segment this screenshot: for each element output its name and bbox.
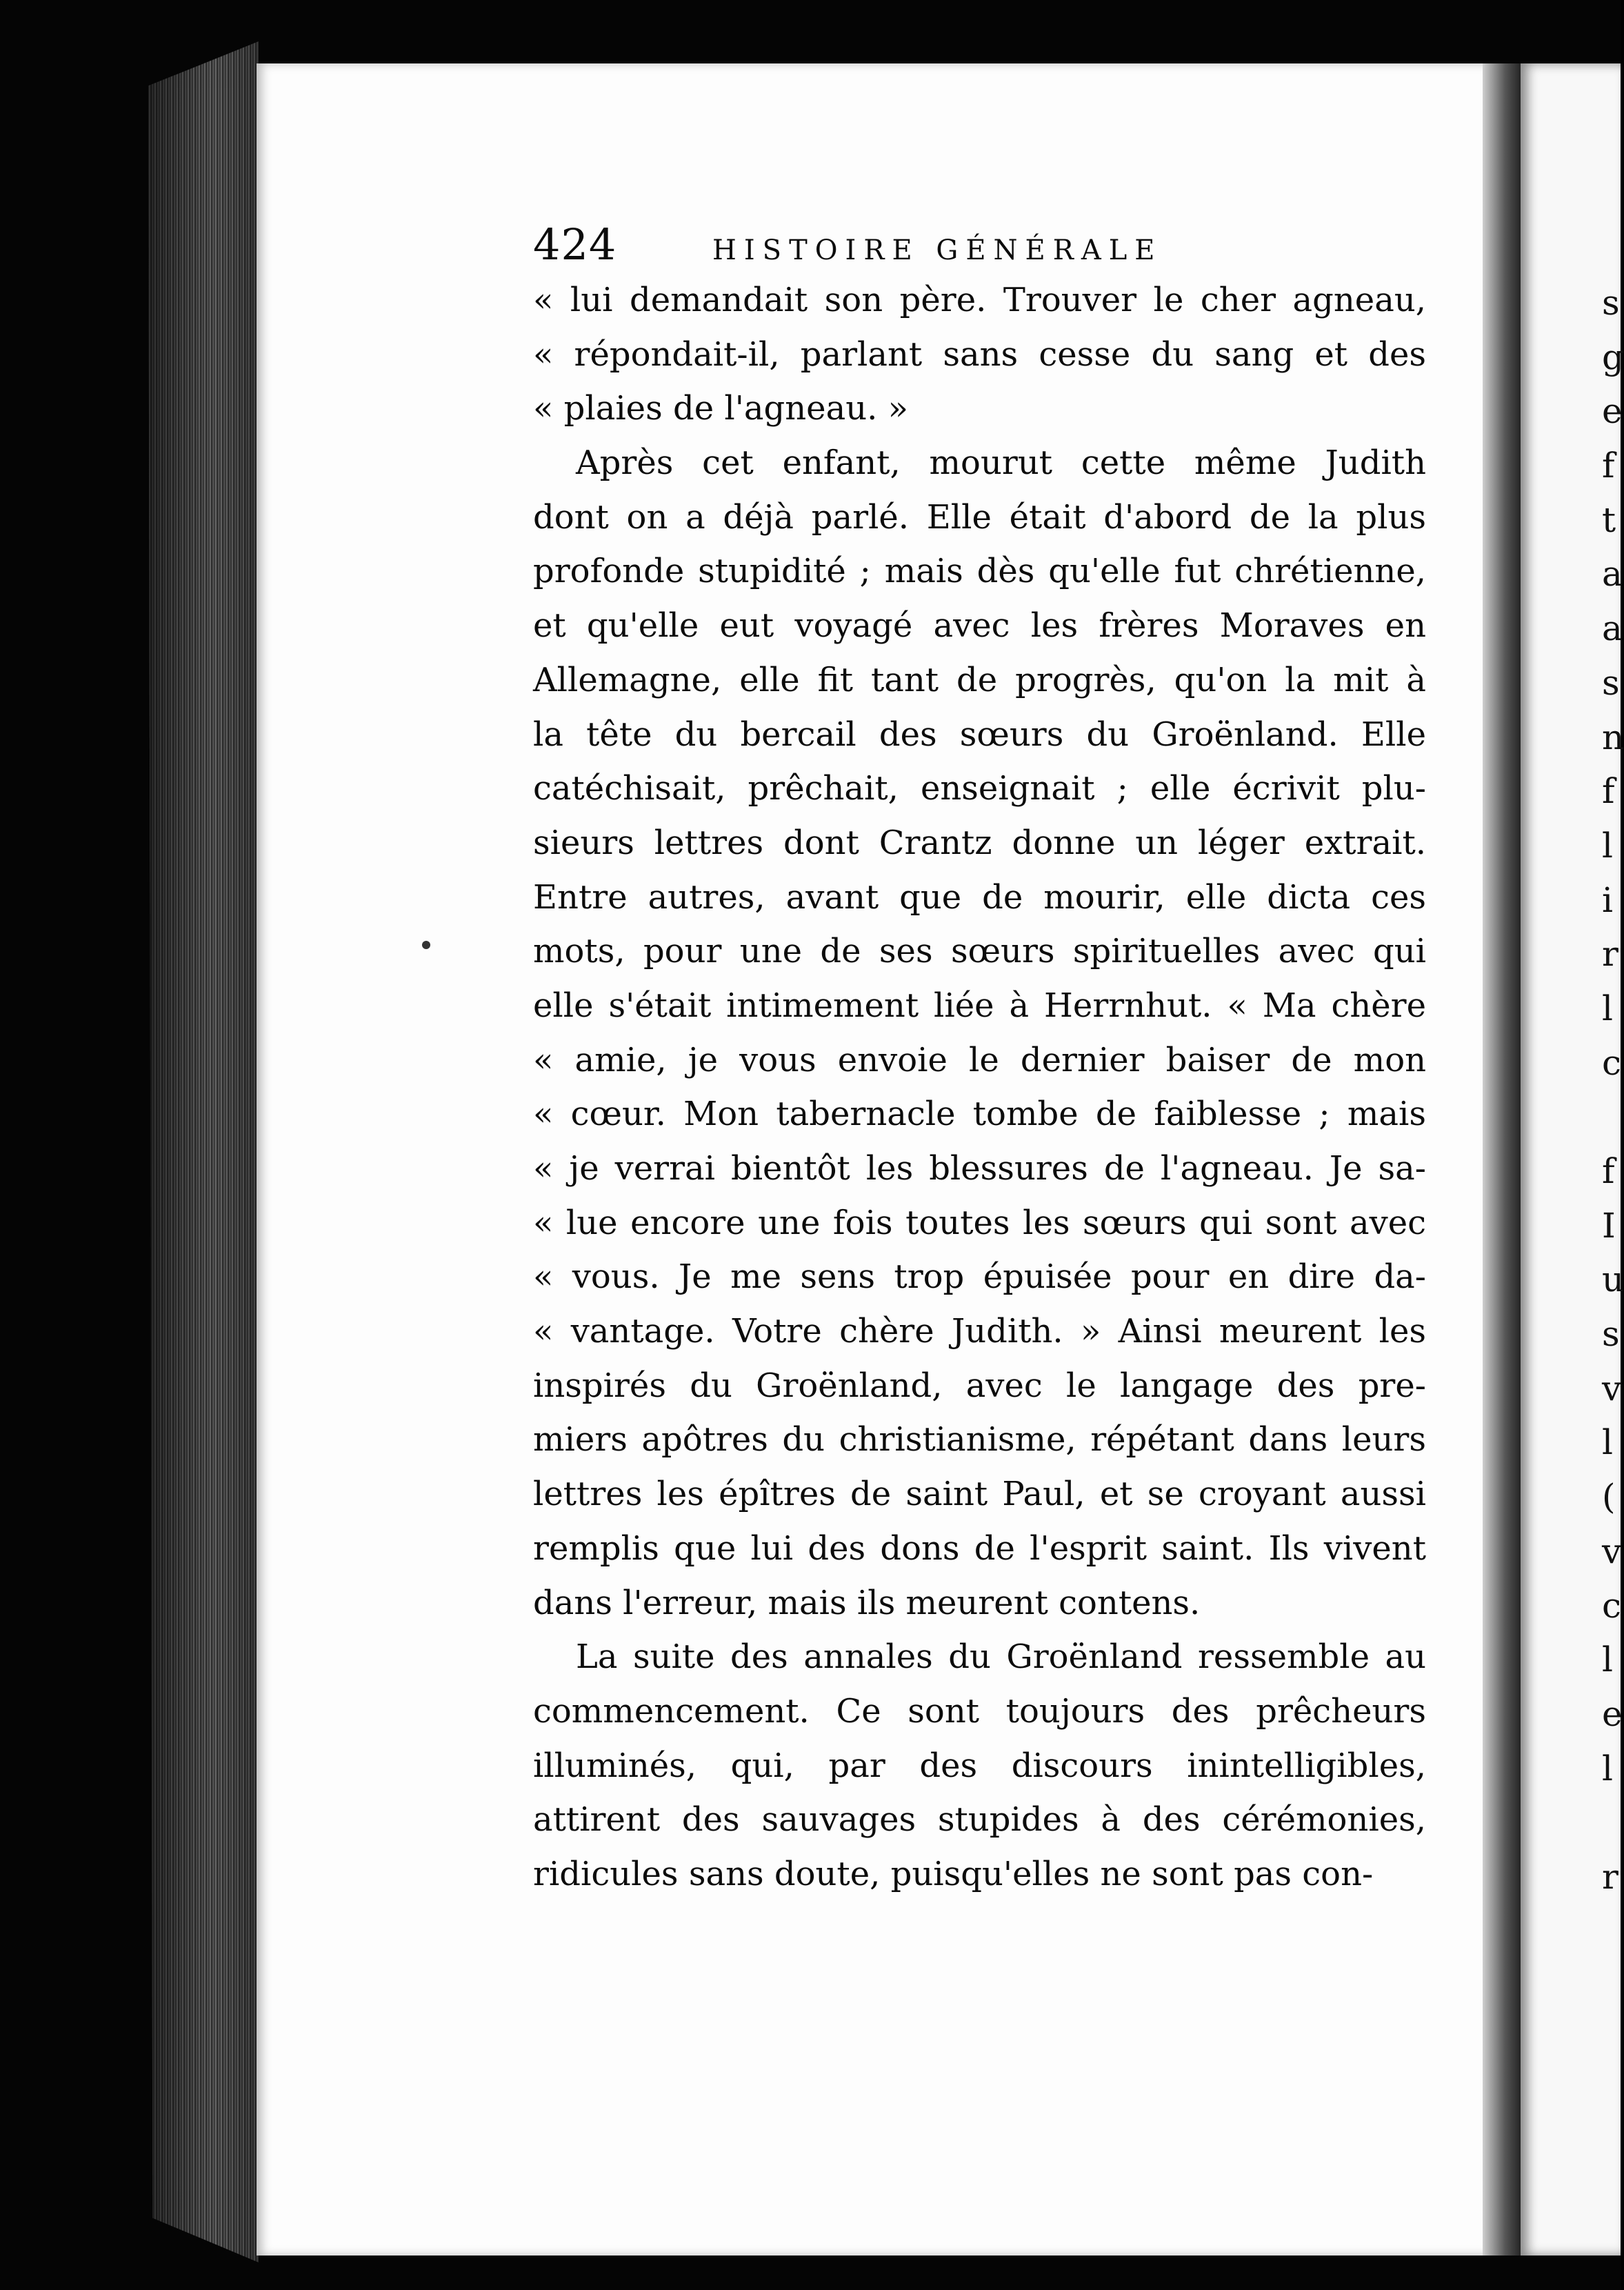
right-page-fragment: u [1602,1260,1624,1300]
right-page-fragment: s [1602,662,1620,703]
text-line: « plaies de l'agneau. » [533,389,908,428]
right-page-fragment: l [1602,1422,1613,1463]
right-page-fragment: c [1602,1042,1622,1083]
text-line: remplis que lui des dons de l'esprit saint. Ils vivent [533,1529,1426,1568]
text-line: lettres les épîtres de saint Paul, et se croyant aussi [533,1475,1426,1514]
text-line: inspirés du Groënland, avec le langage des pre- [533,1366,1426,1405]
text-line: Après cet enfant, mourut cette même Judith [576,444,1426,483]
running-title: HISTOIRE GÉNÉRALE [712,235,1163,266]
running-header [533,219,1426,269]
right-page-fragment: f [1602,771,1615,812]
right-page-fragments [1602,276,1624,1904]
right-page-edge [1521,63,1624,2256]
text-line: la tête du bercail des sœurs du Groënland. Elle [533,715,1426,754]
text-line: « vous. Je me sens trop épuisée pour en dire da- [533,1257,1426,1297]
right-page-fragment: l [1602,988,1613,1028]
text-line: mots, pour une de ses sœurs spirituelles avec qui [533,932,1426,971]
text-block [533,219,1426,1902]
text-line: miers apôtres du christianisme, répétant dans leurs [533,1420,1426,1460]
page-number: 424 [533,219,617,270]
text-line: « cœur. Mon tabernacle tombe de faiblesse ; mais [533,1095,1426,1134]
page-edges-shadow [148,41,259,2262]
text-line: ridicules sans doute, puisqu'elles ne sont pas con- [533,1854,1374,1893]
right-page-fragment: l [1602,825,1613,866]
text-line: attirent des sauvages stupides à des cérémonies, [533,1800,1426,1840]
right-page-fragment: e [1602,391,1623,432]
right-page-fragment: t [1602,499,1616,540]
right-page-fragment: f [1602,1151,1615,1191]
right-page-fragment: I [1602,1205,1616,1246]
text-line: « lue encore une fois toutes les sœurs qui sont avec [533,1203,1426,1242]
right-page-fragment: v [1602,1368,1622,1408]
text-line: « je verrai bientôt les blessures de l'agneau. Je sa- [533,1149,1426,1188]
text-line: Allemagne, elle fit tant de progrès, qu'on la mit à [533,660,1426,699]
text-line: « lui demandait son père. Trouver le cher agneau, [533,281,1426,319]
text-line: dans l'erreur, mais ils meurent contens. [533,1583,1201,1622]
right-page-fragment: ( [1602,1477,1616,1517]
right-page-fragment [1602,1090,1624,1144]
right-page-fragment: n [1602,717,1624,757]
text-line: catéchisait, prêchait, enseignait ; elle écrivit plu- [533,769,1426,808]
text-line: commencement. Ce sont toujours des prêcheurs [533,1691,1426,1731]
body-text [533,273,1426,1902]
right-page-fragment: i [1602,879,1613,920]
stray-ink-dot [422,941,430,949]
book-gutter [1483,63,1524,2256]
text-line: « amie, je vous envoie le dernier baiser de mon [533,1040,1426,1079]
right-page-fragment [1602,1795,1624,1850]
right-page-fragment: v [1602,1531,1622,1571]
right-page-fragment: r [1602,934,1618,975]
right-page-fragment: c [1602,1585,1622,1626]
right-page-fragment: a [1602,554,1623,595]
text-line: sieurs lettres dont Crantz donne un léger extrait. [533,823,1426,862]
text-line: profonde stupidité ; mais dès qu'elle fut chrétienne, [533,552,1426,591]
text-line: « répondait-il, parlant sans cesse du sang et des [533,335,1426,374]
right-page-fragment: r [1602,1856,1618,1897]
right-page-fragment: g [1602,337,1624,377]
right-page-fragment: a [1602,608,1623,649]
text-line: illuminés, qui, par des discours inintelligibles, [533,1746,1426,1785]
right-page-fragment: l [1602,1640,1613,1680]
text-line: La suite des annales du Groënland ressemble au [576,1637,1426,1677]
text-line: elle s'était intimement liée à Herrnhut. « Ma chère [533,986,1426,1025]
right-page-fragment: s [1602,283,1620,323]
right-page-fragment: l [1602,1748,1613,1789]
text-line: et qu'elle eut voyagé avec les frères Moraves en [533,606,1426,646]
right-page-fragment: s [1602,1314,1620,1355]
text-line: dont on a déjà parlé. Elle était d'abord de la plus [533,497,1426,537]
text-line: « vantage. Votre chère Judith. » Ainsi meurent les [533,1312,1426,1351]
right-page-fragment: f [1602,446,1615,486]
right-page-fragment: e [1602,1693,1623,1734]
text-line: Entre autres, avant que de mourir, elle dicta ces [533,877,1426,917]
